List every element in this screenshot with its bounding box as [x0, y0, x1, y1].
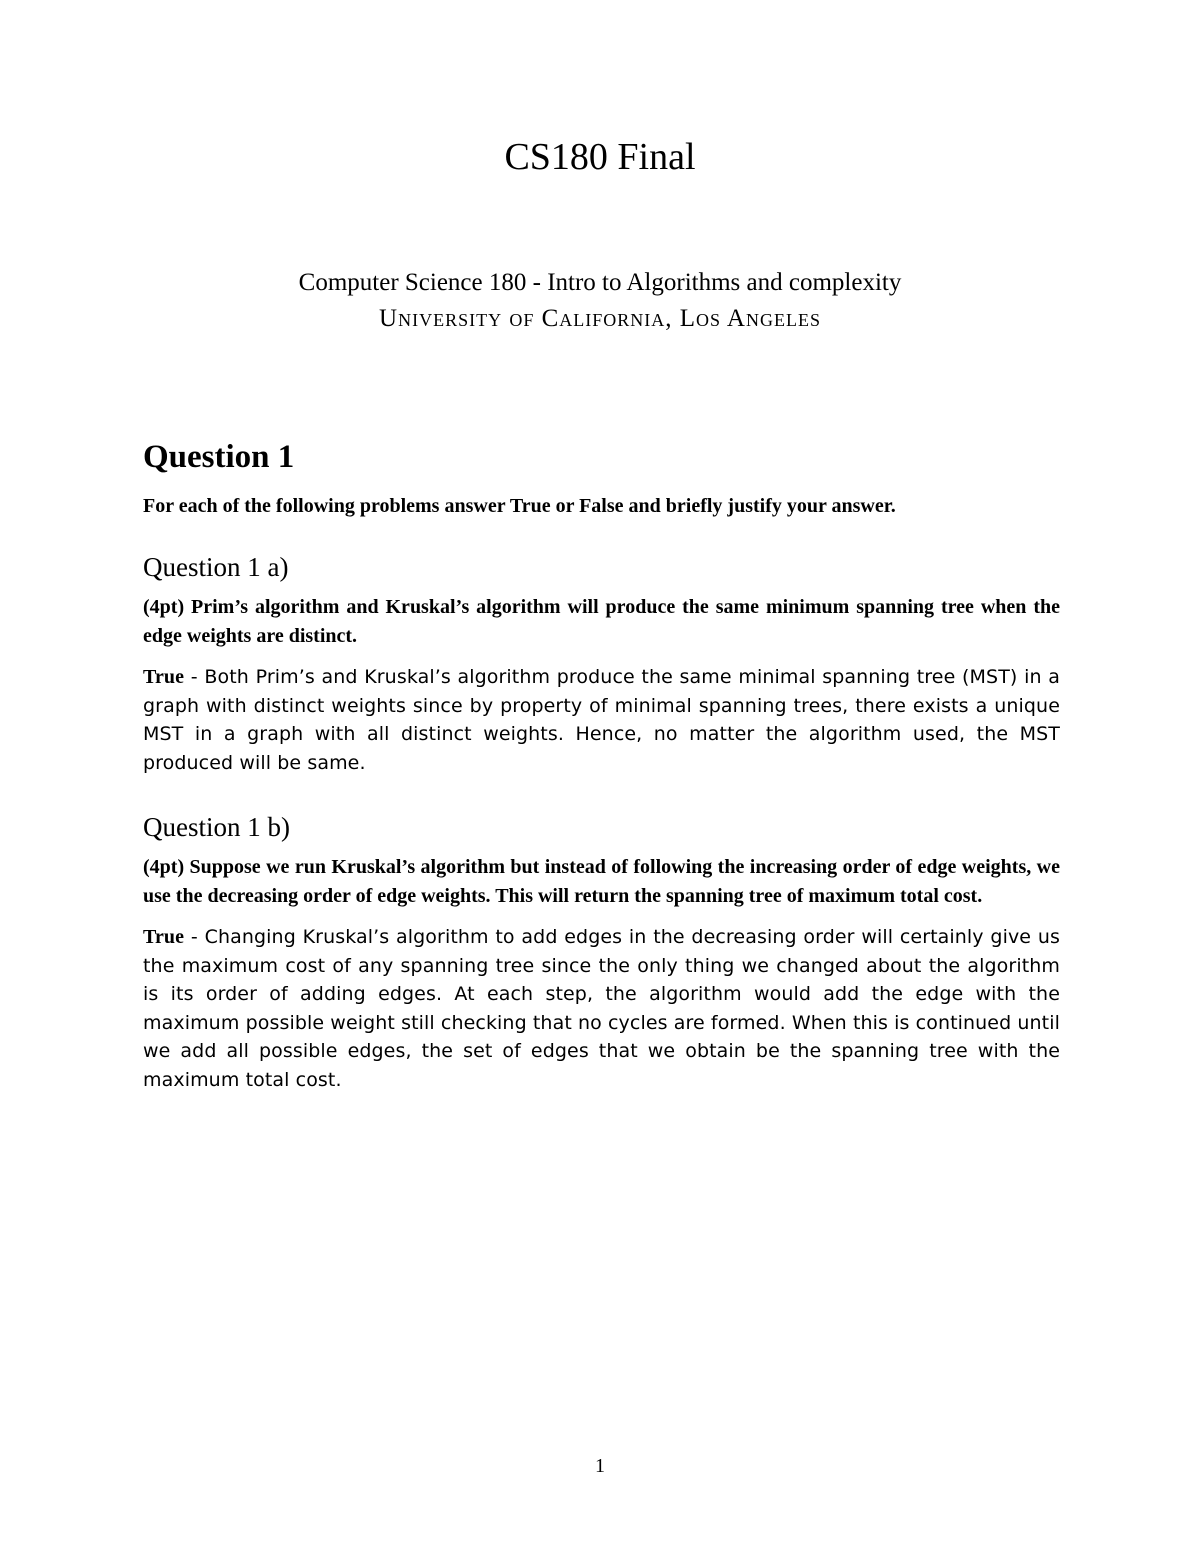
question-1-heading: Question 1	[143, 439, 295, 475]
question-1b-prompt: (4pt) Suppose we run Kruskal’s algorithm but instead of following the increasing order of edge weights, we use the decreasing order of edge weights. This will return the spanning tree of maximum total cost.	[143, 856, 1060, 907]
course-subtitle: Computer Science 180 - Intro to Algorithms and complexity	[298, 269, 902, 296]
question-1a-heading: Question 1 a)	[143, 552, 289, 582]
question-1b-answer	[143, 923, 1060, 1094]
question-1a-verdict: True	[143, 666, 185, 688]
question-1b-justification: - Changing Kruskal’s algorithm to add edges in the decreasing order will certainly give us the maximum cost of any spanning tree since the only thing we changed about the algorithm is its order of adding edges. At each step, the algorithm would add the edge with the maximum possible weight still checking that no cycles are formed. When this is continued until we add all possible edges, the set of edges that we obtain be the spanning tree with the maximum total cost.	[143, 926, 1060, 1091]
document-title: CS180 Final	[504, 136, 696, 178]
page-number: 1	[595, 1455, 605, 1477]
question-1b-heading: Question 1 b)	[143, 812, 290, 842]
question-1a-answer	[143, 663, 1060, 777]
question-1a-justification: - Both Prim’s and Kruskal’s algorithm produce the same minimal spanning tree (MST) in a graph with distinct weights since by property of minimal spanning trees, there exists a unique MST in a graph with all distinct weights. Hence, no matter the algorithm used, the MST produced will be same.	[143, 666, 1060, 774]
question-1a-prompt: (4pt) Prim’s algorithm and Kruskal’s algorithm will produce the same minimum spanning tree when the edge weights are distinct.	[143, 596, 1060, 647]
document-body	[143, 436, 1060, 1094]
university-name: University of California, Los Angeles	[379, 305, 821, 332]
question-1-instructions: For each of the following problems answer True or False and briefly justify your answer.	[143, 495, 896, 517]
question-1b-verdict: True	[143, 926, 185, 948]
